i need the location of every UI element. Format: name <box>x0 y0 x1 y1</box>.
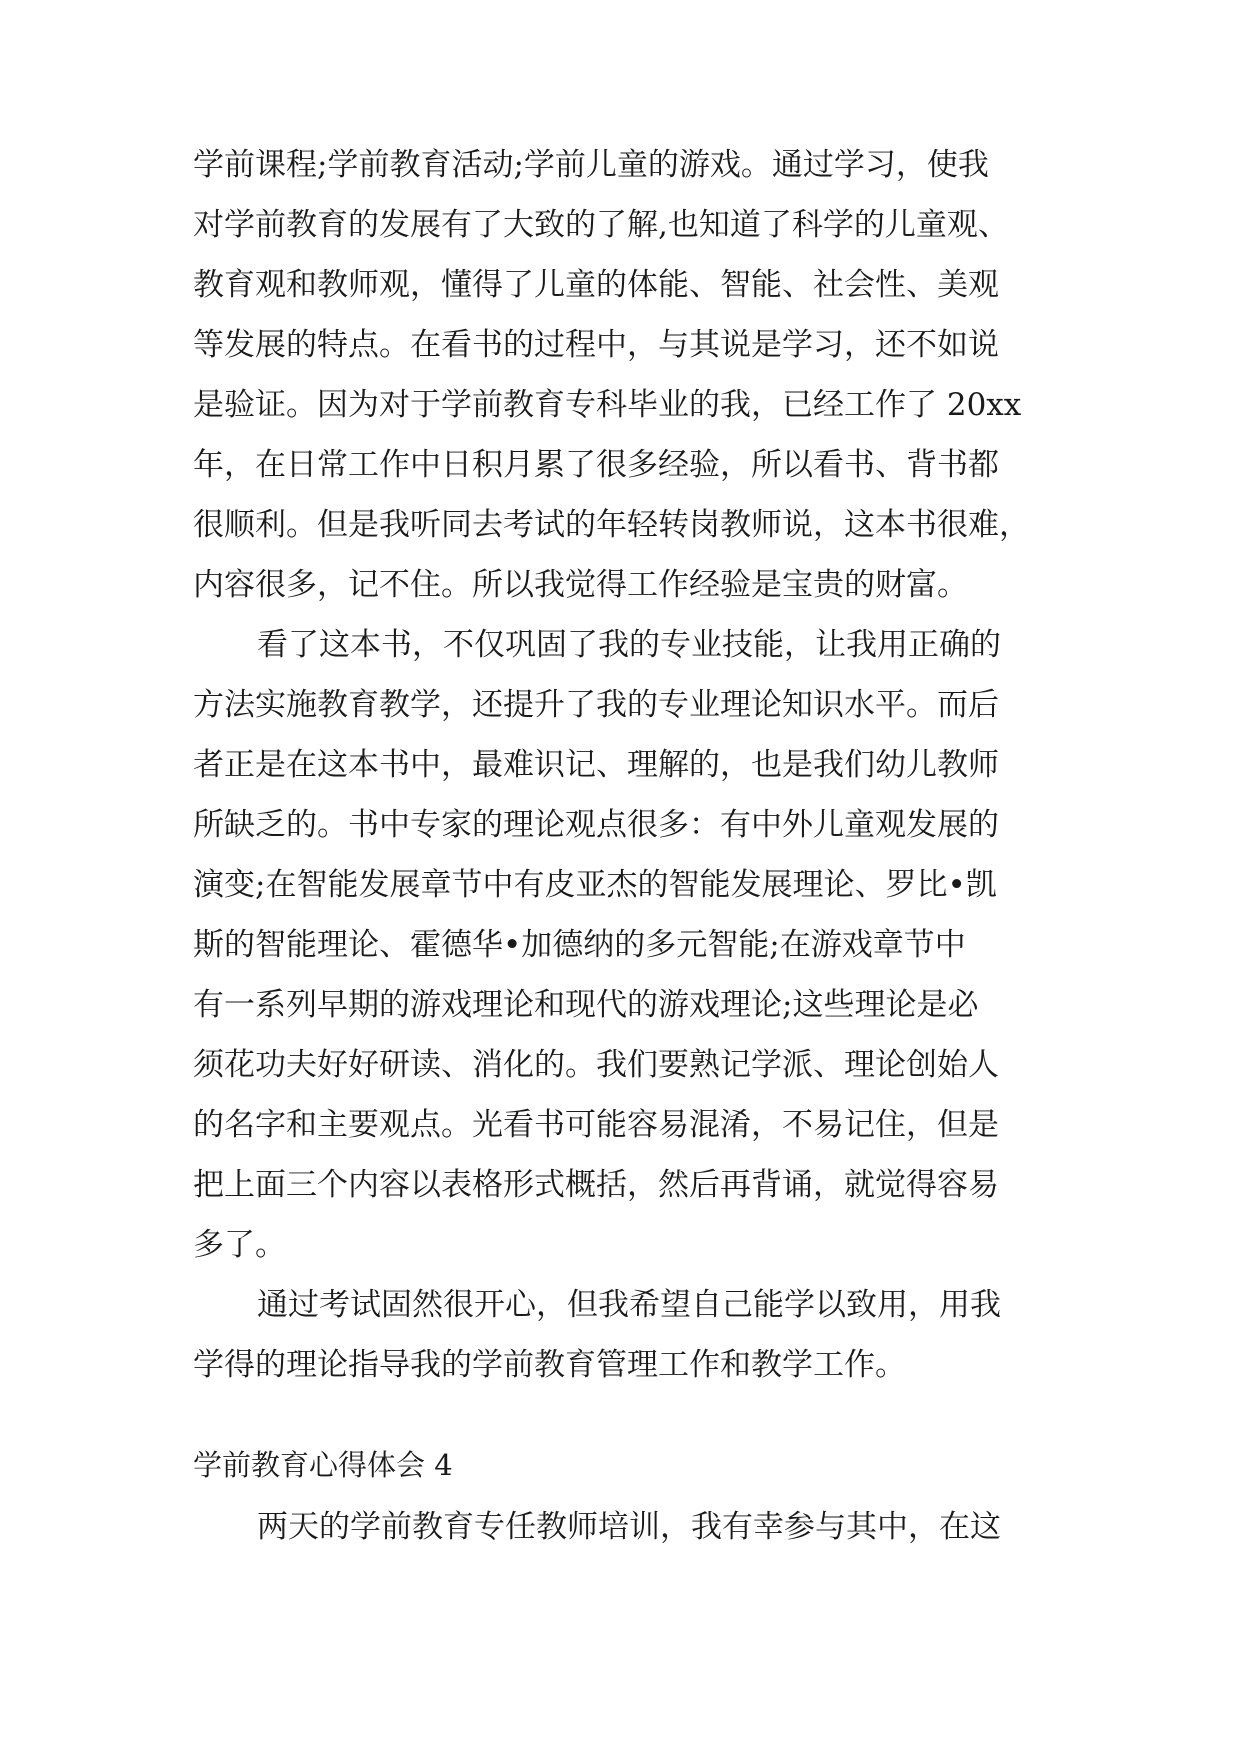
text-line: 者正是在这本书中，最难识记、理解的，也是我们幼儿教师 <box>193 747 999 783</box>
text-line: 所缺乏的。书中专家的理论观点很多：有中外儿童观发展的 <box>193 807 999 843</box>
text-line: 的名字和主要观点。光看书可能容易混淆，不易记住，但是 <box>193 1107 999 1143</box>
section-heading: 学前教育心得体会 4 <box>193 1448 453 1482</box>
text-line: 方法实施教育教学，还提升了我的专业理论知识水平。而后 <box>193 687 999 723</box>
text-line: 斯的智能理论、霍德华•加德纳的多元智能;在游戏章节中 <box>193 927 966 963</box>
text-line: 等发展的特点。在看书的过程中，与其说是学习，还不如说 <box>193 327 999 363</box>
text-line: 是验证。因为对于学前教育专科毕业的我，已经工作了 20xx <box>193 387 1022 423</box>
text-line: 两天的学前教育专任教师培训，我有幸参与其中，在这 <box>257 1509 1001 1545</box>
text-line: 学前课程;学前教育活动;学前儿童的游戏。通过学习，使我 <box>193 147 989 183</box>
text-line: 年，在日常工作中日积月累了很多经验，所以看书、背书都 <box>193 447 999 483</box>
text-line: 把上面三个内容以表格形式概括，然后再背诵，就觉得容易 <box>193 1167 999 1203</box>
text-line: 对学前教育的发展有了大致的了解,也知道了科学的儿童观、 <box>193 207 1009 243</box>
text-line: 内容很多，记不住。所以我觉得工作经验是宝贵的财富。 <box>193 567 968 603</box>
text-line: 学得的理论指导我的学前教育管理工作和教学工作。 <box>193 1347 906 1383</box>
text-line: 看了这本书，不仅巩固了我的专业技能，让我用正确的 <box>257 627 1001 663</box>
text-line: 很顺利。但是我听同去考试的年轻转岗教师说，这本书很难， <box>193 507 1030 543</box>
text-line: 通过考试固然很开心，但我希望自己能学以致用，用我 <box>257 1287 1001 1323</box>
text-line: 多了。 <box>193 1227 286 1263</box>
text-line: 有一系列早期的游戏理论和现代的游戏理论;这些理论是必 <box>193 987 979 1023</box>
text-line: 演变;在智能发展章节中有皮亚杰的智能发展理论、罗比•凯 <box>193 867 997 903</box>
text-line: 教育观和教师观，懂得了儿童的体能、智能、社会性、美观 <box>193 267 999 303</box>
text-line: 须花功夫好好研读、消化的。我们要熟记学派、理论创始人 <box>193 1047 999 1083</box>
